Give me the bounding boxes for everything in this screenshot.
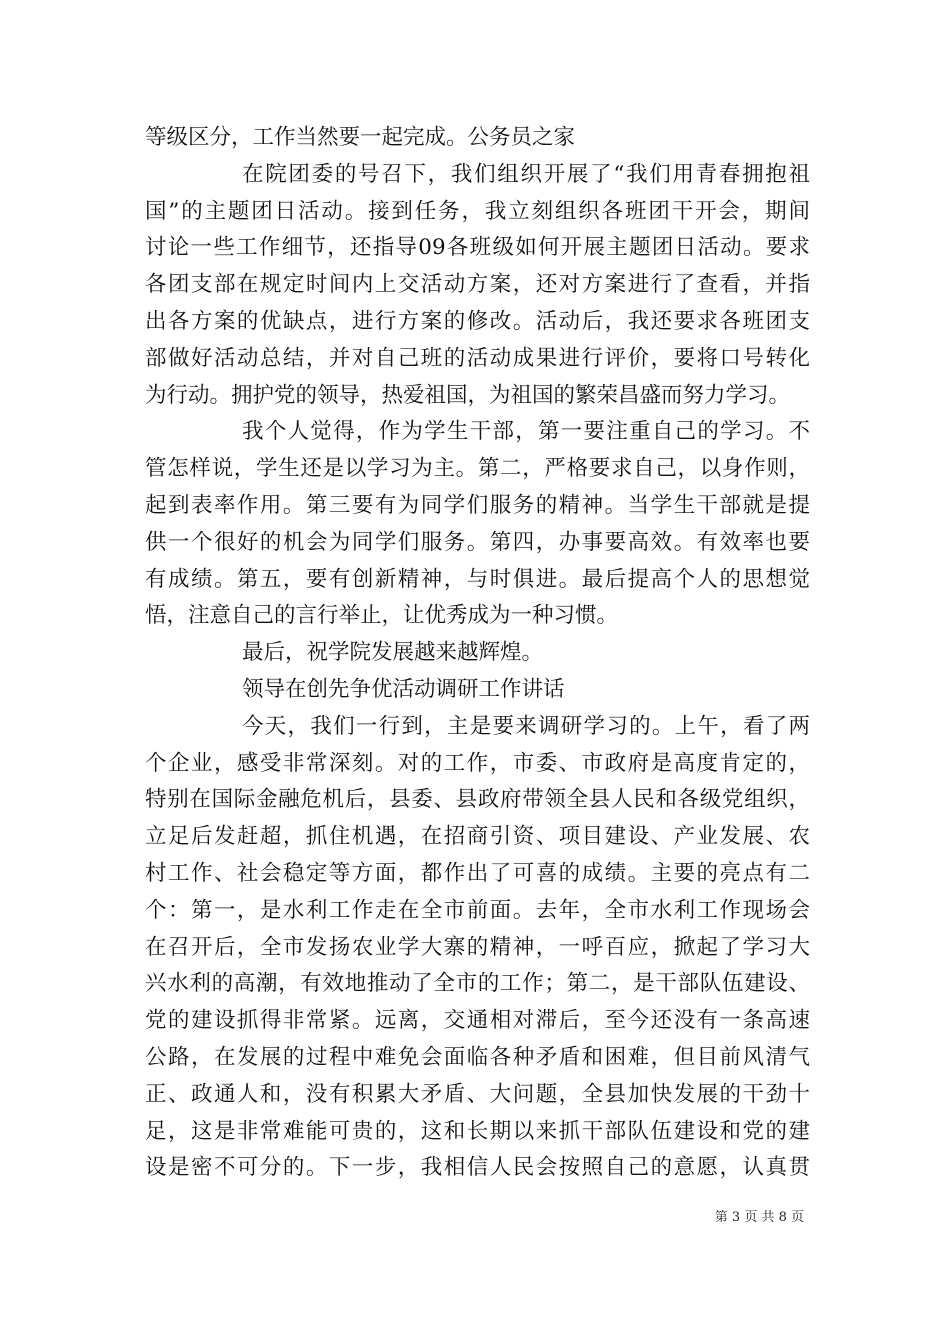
text-line: 在召开后，全市发扬农业学大寨的精神，一呼百应，掀起了学习大 [145,934,810,960]
paragraph-start-line: 今天，我们一行到，主是要来调研学习的。上午，看了两 [242,713,810,739]
text-line: 各团支部在规定时间内上交活动方案，还对方案进行了查看，并指 [145,272,810,298]
text-line: 悟，注意自己的言行举止，让优秀成为一种习惯。 [145,603,619,629]
paragraph-start-line: 在院团委的号召下，我们组织开展了“我们用青春拥抱祖 [242,161,810,187]
text-line: 立足后发赶超，抓住机遇，在招商引资、项目建设、产业发展、农 [145,824,810,850]
text-line: 管怎样说，学生还是以学习为主。第二，严格要求自己，以身作则， [145,456,810,482]
text-line: 供一个很好的机会为同学们服务。第四，办事要高效。有效率也要 [145,529,810,555]
text-line: 国”的主题团日活动。接到任务，我立刻组织各班团干开会，期间 [145,198,810,224]
paragraph-start-line: 我个人觉得，作为学生干部，第一要注重自己的学习。不 [242,419,810,445]
text-line: 村工作、社会稳定等方面，都作出了可喜的成绩。主要的亮点有二 [145,860,810,886]
text-line: 个企业，感受非常深刻。对的工作，市委、市政府是高度肯定的， [145,750,810,776]
text-line: 个：第一，是水利工作走在全市前面。去年，全市水利工作现场会 [145,897,810,923]
page-number: 第 3 页 共 8 页 [714,1210,804,1225]
closing-line: 最后，祝学院发展越来越辉煌。 [242,640,544,666]
text-line: 设是密不可分的。下一步，我相信人民会按照自己的意愿，认真贯 [145,1155,810,1181]
text-line: 党的建设抓得非常紧。远离，交通相对滞后，至今还没有一条高速 [145,1008,810,1034]
document-body [145,120,810,1187]
text-line: 部做好活动总结，并对自己班的活动成果进行评价，要将口号转化 [145,345,810,371]
section-title: 领导在创先争优活动调研工作讲话 [242,676,565,702]
text-line: 公路，在发展的过程中难免会面临各种矛盾和困难，但目前风清气 [145,1044,810,1070]
text-line: 为行动。拥护党的领导，热爱祖国，为祖国的繁荣昌盛而努力学习。 [145,382,791,408]
text-line: 有成绩。第五，要有创新精神，与时俱进。最后提高个人的思想觉 [145,566,810,592]
text-line: 出各方案的优缺点，进行方案的修改。活动后，我还要求各班团支 [145,308,810,334]
text-line: 正、政通人和，没有积累大矛盾、大问题，全县加快发展的干劲十 [145,1081,810,1107]
text-line: 特别在国际金融危机后，县委、县政府带领全县人民和各级党组织， [145,787,810,813]
text-line: 讨论一些工作细节，还指导09各班级如何开展主题团日活动。要求 [145,235,810,261]
text-line: 足，这是非常难能可贵的，这和长期以来抓干部队伍建设和党的建 [145,1118,810,1144]
text-line: 起到表率作用。第三要有为同学们服务的精神。当学生干部就是提 [145,492,810,518]
text-line: 等级区分，工作当然要一起完成。公务员之家 [145,125,576,150]
text-line: 兴水利的高潮，有效地推动了全市的工作；第二，是干部队伍建设、 [145,971,810,997]
